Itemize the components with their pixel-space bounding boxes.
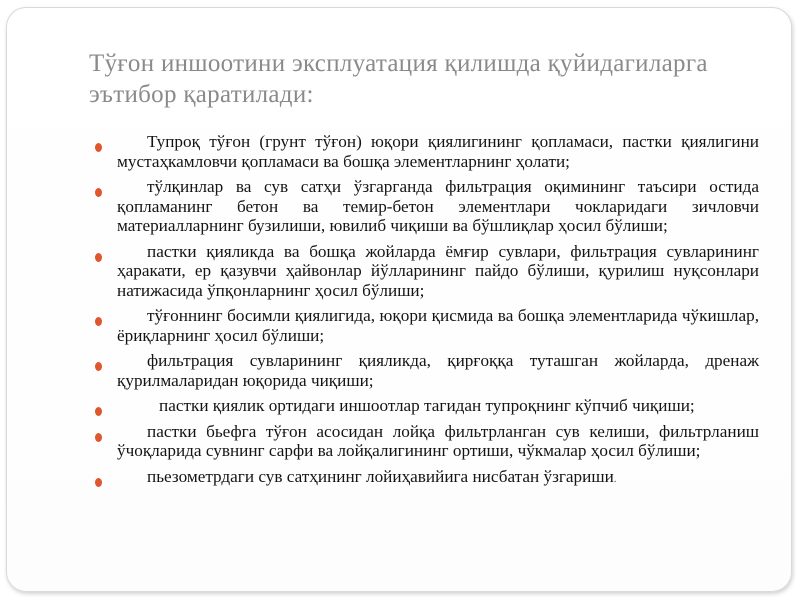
bullet-dot-icon — [95, 317, 102, 326]
list-item — [117, 396, 759, 416]
list-item-text: тўғоннинг босимли қиялигида, юқори қисмида ва бошқа элементларида чўкишлар, ёриқларнинг ҳосил бўлиши; — [117, 306, 759, 345]
list-item-text: пастки бьефга тўғон асосидан лойқа фильтрланган сув келиши, фильтрланиш ўчоқларида сувнинг сарфи ва лойқалигининг ортиши, чўкмалар ҳосил бўлиши; — [117, 421, 759, 460]
list-item-period: . — [613, 472, 617, 485]
list-item-text: тўлқинлар ва сув сатҳи ўзгарганда фильтрация оқимининг таъсири остида қопламанинг бетон ва темир-бетон элементлари чокларидаги зичловчи материалларнинг бузилиши, ювилиб чиқиши ва бўшлиқлар ҳосил бўлиши; — [117, 177, 759, 235]
list-item-text: Тупроқ тўғон (грунт тўғон) юқори қиялигининг қопламаси, пастки қиялигини мустаҳкамловчи қопламаси ва бошқа элементларнинг ҳолати; — [117, 132, 759, 171]
bullet-dot-icon — [95, 143, 102, 152]
bullet-dot-icon — [95, 362, 102, 371]
list-item — [117, 351, 759, 390]
list-item-text: пастки қиялик ортидаги иншоотлар тагидан тупроқнинг кўпчиб чиқиши; — [159, 396, 695, 415]
slide-title: Тўғон иншоотини эксплуатация қилишда қуйидагиларга эътибор қаратилади: — [89, 50, 708, 108]
list-item — [117, 132, 759, 171]
list-item — [117, 306, 759, 345]
bullet-dot-icon — [95, 188, 102, 197]
slide — [6, 7, 792, 592]
bullet-dot-icon — [95, 478, 102, 487]
list-item — [117, 422, 759, 461]
bullet-dot-icon — [95, 433, 102, 442]
bullet-dot-icon — [95, 407, 102, 416]
list-item-text: фильтрация сувларининг қияликда, қирғоққа туташган жойларда, дренаж қурилмаларидан юқорида чиқиши; — [117, 351, 759, 390]
list-item — [117, 242, 759, 301]
bullet-list — [117, 132, 759, 495]
list-item — [117, 177, 759, 236]
list-item — [117, 467, 759, 490]
bullet-dot-icon — [95, 253, 102, 262]
list-item-text: пьезометрдаги сув сатҳининг лойиҳавийига нисбатан ўзгариши — [147, 466, 614, 486]
list-item-text: пастки қияликда ва бошқа жойларда ёмғир сувлари, фильтрация сувларининг ҳаракати, ер қазувчи ҳайвонлар йўлларининг пайдо бўлиши, қурилиш нуқсонлари натижасида ўпқонларнинг ҳосил бўлиши; — [117, 241, 759, 300]
